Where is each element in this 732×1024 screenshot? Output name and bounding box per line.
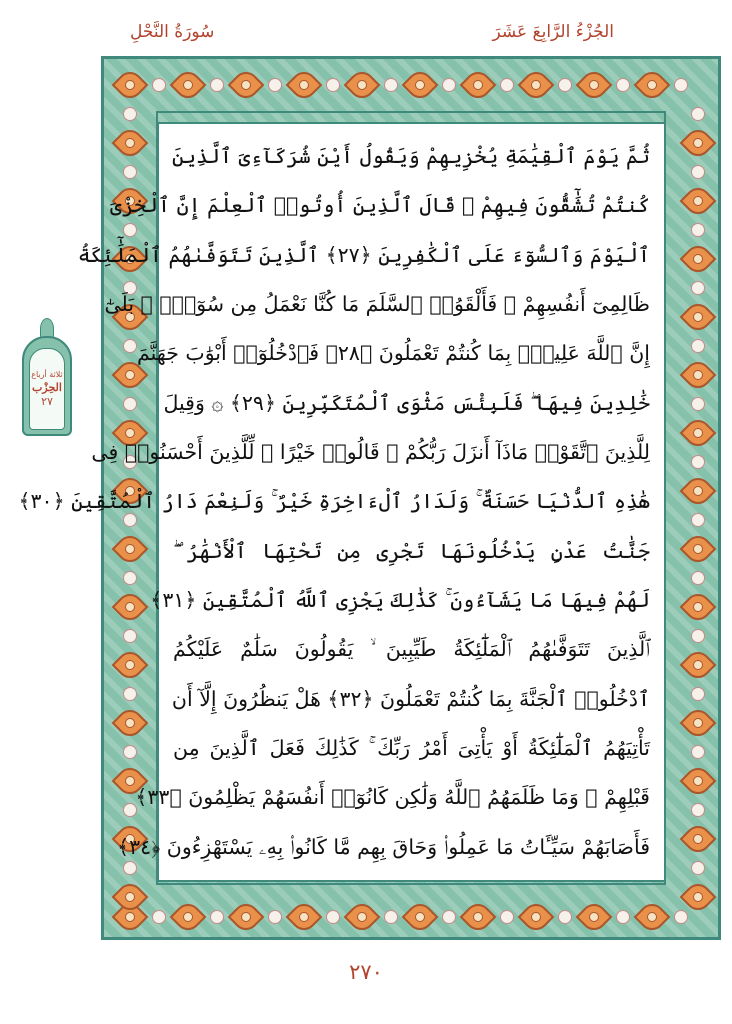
border-flower-icon: [349, 904, 375, 930]
verse-line: خَٰلِدِينَ فِيهَا ۖ فَلَبِئْسَ مَثْوَى ٱلْمُتَكَبِّرِينَ ﴿٢٩﴾ ۞ وَقِيلَ: [163, 390, 650, 415]
border-rose-icon: [691, 745, 705, 759]
hizb-quarter-text: ثلاثة أرباع: [31, 370, 63, 379]
border-rose-icon: [123, 165, 137, 179]
border-flower-icon: [685, 652, 711, 678]
hizb-marker: [22, 318, 72, 436]
border-rose-icon: [442, 910, 456, 924]
border-rose-icon: [123, 687, 137, 701]
verse-line: ظَالِمِىٓ أَنفُسِهِمْ ۖ فَأَلْقَوُا۟ ٱلسَّلَمَ مَا كُنَّا نَعْمَلُ مِن سُوٓءٍۭ ۚ بَلَىٰٓ: [104, 291, 650, 316]
border-flower-icon: [465, 72, 491, 98]
border-rose-icon: [384, 78, 398, 92]
border-rose-icon: [152, 910, 166, 924]
border-rose-icon: [691, 339, 705, 353]
verse-line: ٱلَّذِينَ تَتَوَفَّىٰهُمُ ٱلْمَلَٰٓئِكَةُ طَيِّبِينَ ۙ يَقُولُونَ سَلَٰمٌ عَلَيْكُمُ: [173, 637, 650, 662]
border-rose-icon: [268, 78, 282, 92]
verse-line: لِلَّذِينَ ٱتَّقَوْا۟ مَاذَآ أَنزَلَ رَبُّكُمْ ۚ قَالُوا۟ خَيْرًا ۗ لِّلَّذِينَ أَحْسَنُوا۟ فِى: [91, 439, 650, 464]
border-rose-icon: [558, 910, 572, 924]
border-flower-icon: [291, 904, 317, 930]
border-rose-icon: [123, 629, 137, 643]
border-rose-icon: [152, 78, 166, 92]
border-flower-icon: [685, 710, 711, 736]
hizb-word: الحِزْب: [32, 381, 62, 394]
verse-line: لَهُمْ فِيهَا مَا يَشَآءُونَ ۚ كَذَٰلِكَ يَجْزِى ٱللَّهُ ٱلْمُتَّقِينَ ﴿٣١﴾: [150, 587, 650, 612]
border-rose-icon: [326, 78, 340, 92]
hizb-marker-label: [29, 348, 65, 430]
verse-line: ثُمَّ يَوْمَ ٱلْقِيَٰمَةِ يُخْزِيهِمْ وَيَقُولُ أَيْنَ شُرَكَآءِىَ ٱلَّذِينَ: [171, 144, 650, 168]
border-flower-icon: [523, 904, 549, 930]
border-rose-icon: [674, 78, 688, 92]
border-rose-icon: [691, 107, 705, 121]
border-rose-icon: [500, 78, 514, 92]
border-rose-icon: [123, 571, 137, 585]
verse-line: ٱلْيَوْمَ وَٱلسُّوٓءَ عَلَى ٱلْكَٰفِرِينَ ﴿٢٧﴾ ٱلَّذِينَ تَتَوَفَّىٰهُمُ ٱلْمَلَٰٓئِكَةُ: [77, 242, 650, 267]
border-flower-icon: [117, 652, 143, 678]
border-flower-icon: [685, 536, 711, 562]
verse-line: قَبْلِهِمْ ۚ وَمَا ظَلَمَهُمُ ٱللَّهُ وَلَٰكِن كَانُوٓا۟ أَنفُسَهُمْ يَظْلِمُونَ ﴿٣٣﴾: [135, 785, 650, 810]
border-flower-icon: [523, 72, 549, 98]
border-rose-icon: [268, 910, 282, 924]
verse-line: كُنتُمْ تُشَٰٓقُّونَ فِيهِمْ ۚ قَالَ ٱلَّذِينَ أُوتُوا۟ ٱلْعِلْمَ إِنَّ ٱلْخِزْىَ: [110, 193, 650, 218]
border-flower-icon: [117, 536, 143, 562]
border-rose-icon: [674, 910, 688, 924]
verse-line: فَأَصَابَهُمْ سَيِّـَٔاتُ مَا عَمِلُوا۟ وَحَاقَ بِهِم مَّا كَانُوا۟ بِهِۦ يَسْتَهْزِءُونَ ﴿٣٤﴾: [117, 834, 650, 859]
border-flower-icon: [407, 904, 433, 930]
border-flower-icon: [465, 904, 491, 930]
border-flower-icon: [175, 904, 201, 930]
border-flower-icon: [117, 72, 143, 98]
border-flower-icon: [581, 904, 607, 930]
border-rose-icon: [384, 910, 398, 924]
border-flower-icon: [117, 594, 143, 620]
juz-name-header: الجُزْءُ الرَّابِعَ عَشَرَ: [492, 22, 614, 42]
border-rose-icon: [500, 910, 514, 924]
border-rose-icon: [123, 745, 137, 759]
border-flower-icon: [685, 420, 711, 446]
border-rose-icon: [210, 78, 224, 92]
border-rose-icon: [691, 223, 705, 237]
border-rose-icon: [691, 397, 705, 411]
border-rose-icon: [616, 78, 630, 92]
hizb-number: ٢٧: [41, 395, 53, 408]
border-flower-icon: [685, 130, 711, 156]
border-flower-icon: [639, 904, 665, 930]
border-rose-icon: [691, 687, 705, 701]
border-flower-icon: [581, 72, 607, 98]
border-rose-icon: [123, 397, 137, 411]
verse-line: إِنَّ ٱللَّهَ عَلِيمٌۢ بِمَا كُنتُمْ تَعْمَلُونَ ﴿٢٨﴾ فَٱدْخُلُوٓا۟ أَبْوَٰبَ جَهَنَّمَ: [136, 341, 650, 366]
verse-line: تَأْتِيَهُمُ ٱلْمَلَٰٓئِكَةُ أَوْ يَأْتِىَ أَمْرُ رَبِّكَ ۚ كَذَٰلِكَ فَعَلَ ٱلَّذِينَ مِن: [173, 735, 650, 760]
page-number: ٢٧٠: [349, 960, 383, 984]
border-flower-icon: [685, 304, 711, 330]
surah-name-header: سُورَةُ النَّحْلِ: [130, 22, 215, 42]
border-rose-icon: [442, 78, 456, 92]
border-flower-icon: [117, 710, 143, 736]
border-flower-icon: [175, 72, 201, 98]
border-flower-icon: [685, 768, 711, 794]
border-flower-icon: [639, 72, 665, 98]
border-rose-icon: [691, 281, 705, 295]
border-flower-icon: [685, 478, 711, 504]
border-flower-icon: [685, 594, 711, 620]
border-rose-icon: [691, 571, 705, 585]
border-flower-icon: [233, 904, 259, 930]
verse-line: ٱدْخُلُوا۟ ٱلْجَنَّةَ بِمَا كُنتُمْ تَعْمَلُونَ ﴿٣٢﴾ هَلْ يَنظُرُونَ إِلَّآ أَن: [171, 686, 650, 711]
border-flower-icon: [349, 72, 375, 98]
border-rose-icon: [691, 803, 705, 817]
border-rose-icon: [691, 455, 705, 469]
border-flower-icon: [685, 826, 711, 852]
verse-line: جَنَّٰتُ عَدْنٍ يَدْخُلُونَهَا تَجْرِى مِن تَحْتِهَا ٱلْأَنْهَٰرُ ۖ: [173, 538, 650, 563]
border-rose-icon: [123, 339, 137, 353]
border-flower-icon: [685, 246, 711, 272]
border-rose-icon: [691, 629, 705, 643]
border-rose-icon: [123, 107, 137, 121]
border-flower-icon: [685, 884, 711, 910]
border-rose-icon: [558, 78, 572, 92]
border-rose-icon: [210, 910, 224, 924]
border-flower-icon: [685, 188, 711, 214]
border-rose-icon: [326, 910, 340, 924]
border-rose-icon: [691, 861, 705, 875]
border-rose-icon: [691, 165, 705, 179]
border-flower-icon: [291, 72, 317, 98]
border-flower-icon: [407, 72, 433, 98]
border-flower-icon: [117, 884, 143, 910]
border-rose-icon: [691, 513, 705, 527]
verse-line: هَٰذِهِ ٱلدُّنْيَا حَسَنَةٌ ۚ وَلَدَارُ ٱلْءَاخِرَةِ خَيْرٌ ۚ وَلَنِعْمَ دَارُ ٱلْمُتَّقِينَ ﴿٣٠﴾: [18, 489, 650, 514]
border-flower-icon: [685, 362, 711, 388]
border-flower-icon: [233, 72, 259, 98]
border-rose-icon: [616, 910, 630, 924]
border-flower-icon: [117, 130, 143, 156]
